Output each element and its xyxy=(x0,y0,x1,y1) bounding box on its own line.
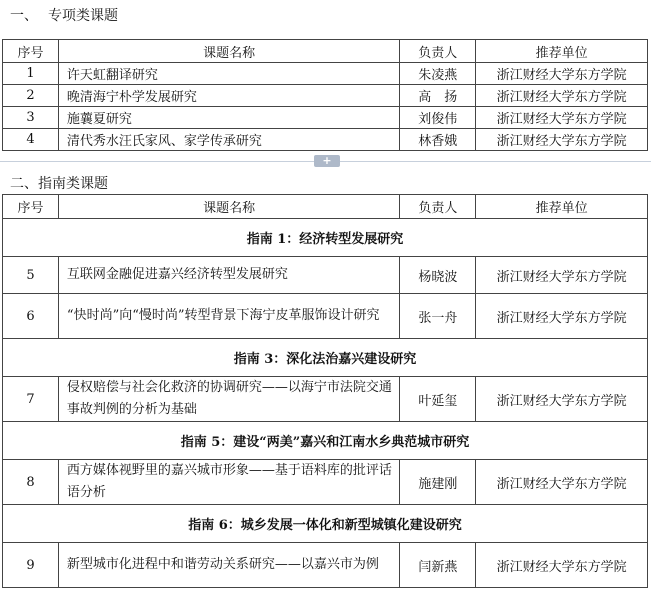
guide-title: 指南 3：深化法治嘉兴建设研究 xyxy=(3,339,648,377)
row-num: 5 xyxy=(3,257,59,294)
table-row xyxy=(3,63,648,85)
row-name: 新型城市化进程中和谐劳动关系研究——以嘉兴市为例 xyxy=(58,543,399,588)
guide-topics-table xyxy=(2,194,648,588)
row-num: 3 xyxy=(3,107,59,129)
row-name: “快时尚”向“慢时尚”转型背景下海宁皮革服饰设计研究 xyxy=(58,294,399,339)
section1-heading xyxy=(10,5,118,25)
row-unit: 浙江财经大学东方学院 xyxy=(476,129,648,151)
special-topics-table xyxy=(2,39,648,151)
row-lead: 杨晓波 xyxy=(400,257,476,294)
row-num: 6 xyxy=(3,294,59,339)
col-header-unit: 推荐单位 xyxy=(476,40,648,63)
row-name: 西方媒体视野里的嘉兴城市形象——基于语料库的批评话语分析 xyxy=(58,460,399,505)
col-header-name: 课题名称 xyxy=(58,40,399,63)
guide-row xyxy=(3,339,648,377)
row-unit: 浙江财经大学东方学院 xyxy=(476,460,648,505)
row-name: 互联网金融促进嘉兴经济转型发展研究 xyxy=(58,257,399,294)
guide-title: 指南 6：城乡发展一体化和新型城镇化建设研究 xyxy=(3,505,648,543)
row-num: 1 xyxy=(3,63,59,85)
row-name: 侵权赔偿与社会化救济的协调研究——以海宁市法院交通事故判例的分析为基础 xyxy=(58,377,399,422)
table-row xyxy=(3,294,648,339)
row-num: 7 xyxy=(3,377,59,422)
row-num: 9 xyxy=(3,543,59,588)
section1-number: 一、 xyxy=(10,8,38,24)
row-lead: 施建刚 xyxy=(400,460,476,505)
table-row xyxy=(3,129,648,151)
page-separator xyxy=(0,155,651,167)
row-name: 晚清海宁朴学发展研究 xyxy=(58,85,399,107)
row-unit: 浙江财经大学东方学院 xyxy=(476,257,648,294)
table-row xyxy=(3,107,648,129)
row-unit: 浙江财经大学东方学院 xyxy=(476,107,648,129)
row-num: 8 xyxy=(3,460,59,505)
row-lead: 张一舟 xyxy=(400,294,476,339)
row-name: 清代秀水汪氏家风、家学传承研究 xyxy=(58,129,399,151)
guide-row xyxy=(3,422,648,460)
row-lead: 高 扬 xyxy=(400,85,476,107)
row-name: 许天虹翻译研究 xyxy=(58,63,399,85)
section2-heading: 二、指南类课题 xyxy=(10,176,108,192)
row-unit: 浙江财经大学东方学院 xyxy=(476,377,648,422)
row-lead: 叶延玺 xyxy=(400,377,476,422)
row-lead: 闫新燕 xyxy=(400,543,476,588)
col-header-num: 序号 xyxy=(3,195,59,219)
plus-icon[interactable]: + xyxy=(314,155,340,167)
guide-row xyxy=(3,505,648,543)
col-header-lead: 负责人 xyxy=(400,195,476,219)
guide-row xyxy=(3,219,648,257)
guide-title: 指南 5：建设“两美”嘉兴和江南水乡典范城市研究 xyxy=(3,422,648,460)
guide-title: 指南 1：经济转型发展研究 xyxy=(3,219,648,257)
row-unit: 浙江财经大学东方学院 xyxy=(476,85,648,107)
table-header xyxy=(3,40,648,63)
table-row xyxy=(3,85,648,107)
row-unit: 浙江财经大学东方学院 xyxy=(476,63,648,85)
row-unit: 浙江财经大学东方学院 xyxy=(476,543,648,588)
row-unit: 浙江财经大学东方学院 xyxy=(476,294,648,339)
table-row xyxy=(3,460,648,505)
table-row xyxy=(3,543,648,588)
table-row xyxy=(3,257,648,294)
section1-title: 专项类课题 xyxy=(48,8,118,24)
row-name: 施蘘夏研究 xyxy=(58,107,399,129)
col-header-num: 序号 xyxy=(3,40,59,63)
row-lead: 林香娥 xyxy=(400,129,476,151)
row-lead: 刘俊伟 xyxy=(400,107,476,129)
row-num: 2 xyxy=(3,85,59,107)
row-num: 4 xyxy=(3,129,59,151)
table-row xyxy=(3,377,648,422)
table-header xyxy=(3,195,648,219)
row-lead: 朱凌燕 xyxy=(400,63,476,85)
col-header-lead: 负责人 xyxy=(400,40,476,63)
col-header-name: 课题名称 xyxy=(58,195,399,219)
col-header-unit: 推荐单位 xyxy=(476,195,648,219)
